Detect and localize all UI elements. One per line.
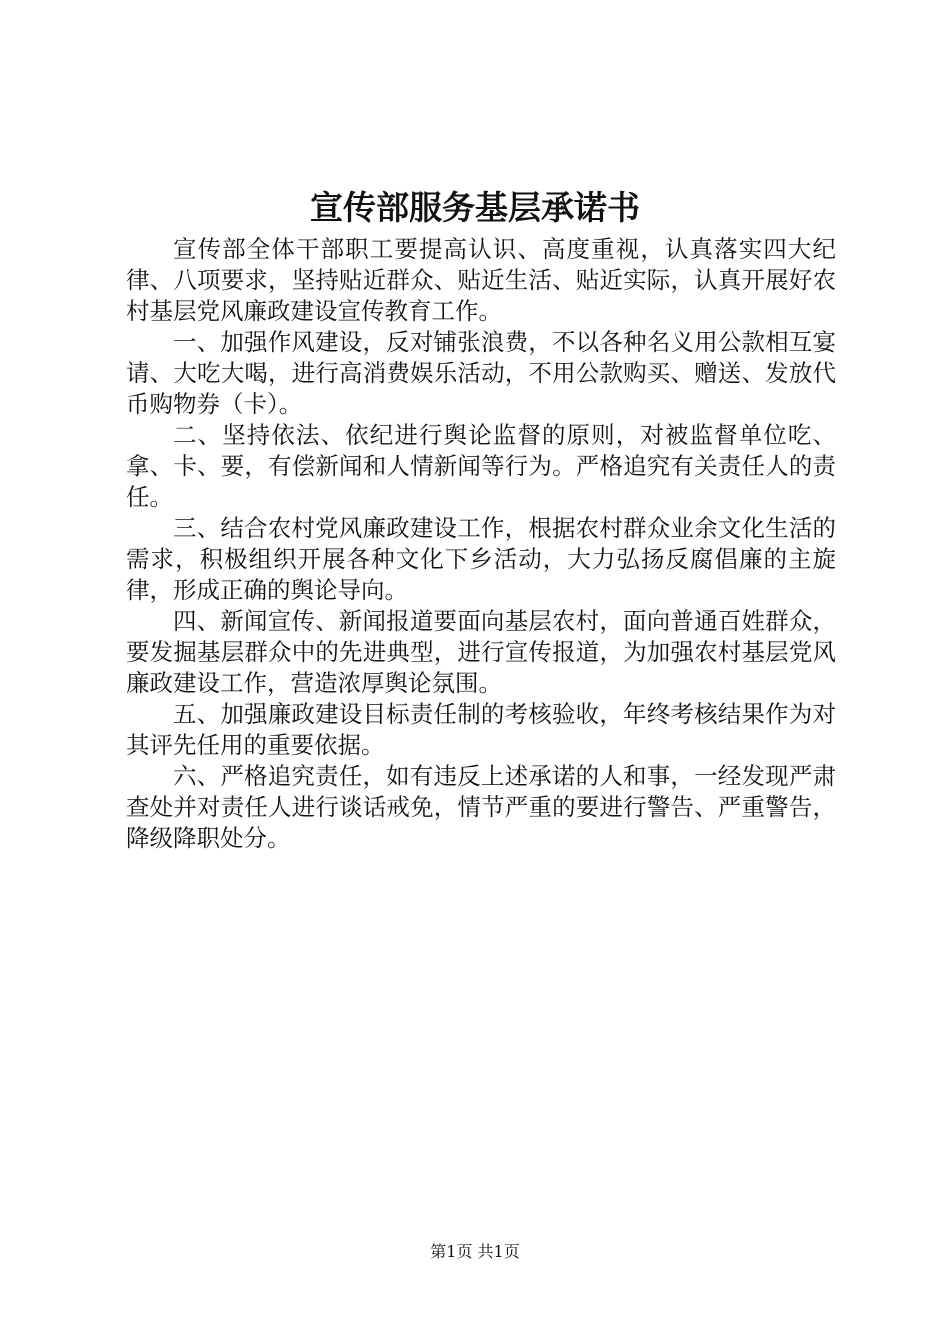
paragraph-item-4: 四、新闻宣传、新闻报道要面向基层农村，面向普通百姓群众，要发掘基层群众中的先进典型，进行宣传报道，为加强农村基层党风廉政建设工作，营造浓厚舆论氛围。 bbox=[126, 607, 836, 697]
paragraph-item-6: 六、严格追究责任，如有违反上述承诺的人和事，一经发现严肃查处并对责任人进行谈话戒免，情节严重的要进行警告、严重警告，降级降职处分。 bbox=[126, 762, 836, 852]
document-title: 宣传部服务基层承诺书 bbox=[310, 188, 640, 227]
paragraph-intro: 宣传部全体干部职工要提高认识、高度重视，认真落实四大纪律、八项要求，坚持贴近群众、贴近生活、贴近实际，认真开展好农村基层党风廉政建设宣传教育工作。 bbox=[126, 235, 836, 325]
paragraph-item-3: 三、结合农村党风廉政建设工作，根据农村群众业余文化生活的需求，积极组织开展各种文化下乡活动，大力弘扬反腐倡廉的主旋律，形成正确的舆论导向。 bbox=[126, 514, 836, 604]
paragraph-item-5: 五、加强廉政建设目标责任制的考核验收，年终考核结果作为对其评先任用的重要依据。 bbox=[126, 700, 836, 759]
page-number-footer: 第1页 共1页 bbox=[430, 1242, 520, 1261]
paragraph-item-2: 二、坚持依法、依纪进行舆论监督的原则，对被监督单位吃、拿、卡、要，有偿新闻和人情新闻等行为。严格追究有关责任人的责任。 bbox=[126, 421, 836, 511]
paragraph-item-1: 一、加强作风建设，反对铺张浪费，不以各种名义用公款相互宴请、大吃大喝，进行高消费娱乐活动，不用公款购买、赠送、发放代币购物券（卡）。 bbox=[126, 328, 836, 418]
document-body bbox=[126, 234, 836, 854]
